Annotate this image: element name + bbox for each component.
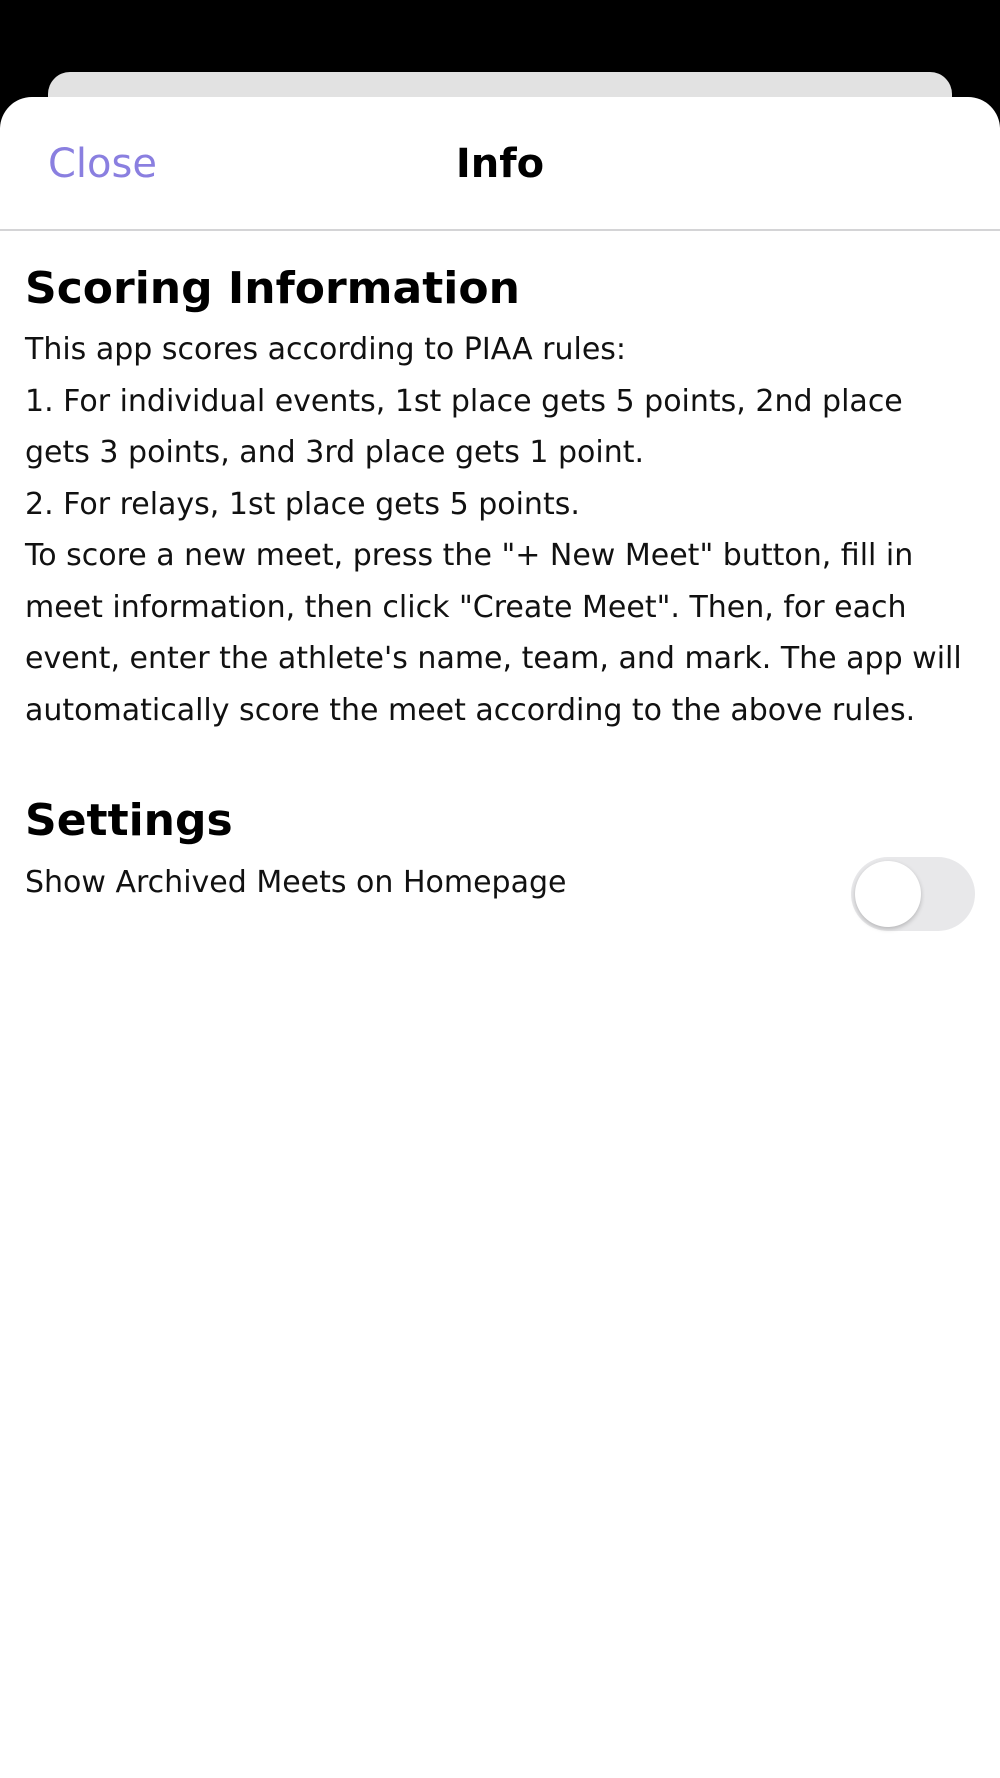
settings-heading: Settings	[25, 795, 233, 846]
scoring-rule-individual: 1. For individual events, 1st place gets 5 points, 2nd place gets 3 points, and 3rd place gets 1 point.	[25, 383, 903, 470]
scoring-rule-relays: 2. For relays, 1st place gets 5 points.	[25, 486, 580, 522]
close-button[interactable]: Close	[48, 141, 157, 187]
info-sheet	[0, 97, 1000, 1778]
page-title: Info	[455, 141, 545, 187]
scoring-rules-intro: This app scores according to PIAA rules:	[25, 332, 627, 367]
show-archived-label: Show Archived Meets on Homepage	[25, 865, 567, 900]
info-content	[0, 231, 1000, 931]
toggle-knob	[855, 861, 921, 927]
scoring-instructions: To score a new meet, press the "+ New Meet" button, fill in meet information, then click "Create Meet". Then, for each event, enter the athlete's name, team, and mark. The app will automatically score the meet according to the above rules.	[25, 538, 962, 728]
show-archived-setting-row	[25, 857, 975, 931]
scoring-information-heading: Scoring Information	[25, 263, 520, 314]
show-archived-toggle[interactable]	[851, 857, 975, 931]
navigation-bar	[0, 97, 1000, 231]
